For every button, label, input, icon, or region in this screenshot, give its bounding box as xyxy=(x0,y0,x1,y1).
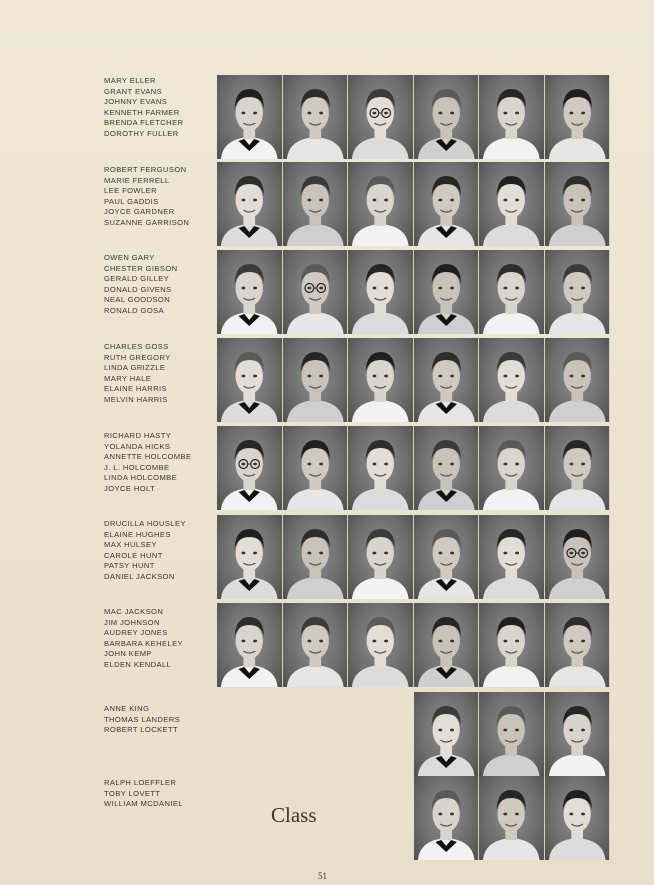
student-portrait xyxy=(283,515,349,599)
student-name: KENNETH FARMER xyxy=(104,107,180,117)
student-name: ROBERT FERGUSON xyxy=(104,165,187,174)
student-name: MAX HULSEY xyxy=(104,540,157,550)
student-name: PAUL GADDIS xyxy=(104,196,159,206)
student-name: YOLANDA HICKS xyxy=(104,441,171,451)
student-name: GRANT EVANS xyxy=(104,86,163,96)
photo-row-3 xyxy=(217,250,610,334)
student-name: GERALD GILLEY xyxy=(104,274,170,284)
student-name: DONALD GIVENS xyxy=(104,284,172,294)
student-name: RICHARD HASTY xyxy=(104,431,172,440)
student-name: CAROLE HUNT xyxy=(104,550,163,560)
student-name: ELDEN KENDALL xyxy=(104,659,172,669)
name-list-row-6 xyxy=(104,519,186,583)
student-portrait xyxy=(348,162,414,246)
photo-row-9 xyxy=(414,776,610,860)
student-portrait xyxy=(479,338,545,422)
student-name: DOROTHY FULLER xyxy=(104,128,179,138)
photo-row-4 xyxy=(217,338,610,422)
name-list-row-9 xyxy=(104,778,183,810)
student-name: ROBERT LOCKETT xyxy=(104,725,179,735)
student-portrait xyxy=(545,515,611,599)
student-portrait xyxy=(545,603,611,687)
photo-row-1 xyxy=(217,75,610,159)
student-name: J. L. HOLCOMBE xyxy=(104,462,170,472)
student-portrait xyxy=(545,338,611,422)
student-portrait xyxy=(479,250,545,334)
name-list-row-3 xyxy=(104,253,178,317)
student-portrait xyxy=(479,75,545,159)
student-name: LEE FOWLER xyxy=(104,186,157,196)
student-name: NEAL GOODSON xyxy=(104,295,171,305)
student-portrait xyxy=(479,515,545,599)
name-list-row-8 xyxy=(104,704,180,736)
name-list-row-2 xyxy=(104,165,189,229)
student-name: RONALD GOSA xyxy=(104,305,165,315)
student-name: ELAINE HARRIS xyxy=(104,384,168,394)
student-name: ANNETTE HOLCOMBE xyxy=(104,452,192,462)
student-name: JOHNNY EVANS xyxy=(104,97,168,107)
student-name: RALPH LOEFFLER xyxy=(104,778,177,787)
student-portrait xyxy=(479,162,545,246)
student-portrait xyxy=(348,426,414,510)
name-list-row-7 xyxy=(104,607,183,671)
student-portrait xyxy=(545,162,611,246)
student-name: ANNE KING xyxy=(104,704,150,713)
student-portrait xyxy=(414,338,480,422)
student-portrait xyxy=(414,515,480,599)
student-portrait xyxy=(545,426,611,510)
student-portrait xyxy=(414,162,480,246)
student-portrait xyxy=(283,75,349,159)
name-list-row-5 xyxy=(104,431,191,495)
student-portrait xyxy=(348,338,414,422)
student-portrait xyxy=(348,75,414,159)
student-name: WILLIAM MCDANIEL xyxy=(104,799,183,809)
page-number: 51 xyxy=(318,871,327,881)
student-portrait xyxy=(479,426,545,510)
student-name: LINDA HOLCOMBE xyxy=(104,473,178,483)
student-name: SUZANNE GARRISON xyxy=(104,217,190,227)
student-name: ELAINE HUGHES xyxy=(104,529,171,539)
student-name: LINDA GRIZZLE xyxy=(104,363,166,373)
student-name: JIM JOHNSON xyxy=(104,617,160,627)
student-name: DANIEL JACKSON xyxy=(104,571,175,581)
student-portrait xyxy=(414,776,479,860)
student-portrait xyxy=(348,603,414,687)
student-portrait xyxy=(348,250,414,334)
student-portrait xyxy=(479,776,544,860)
student-name: AUDREY JONES xyxy=(104,628,168,638)
student-portrait xyxy=(414,426,480,510)
student-portrait xyxy=(217,162,283,246)
student-name: MARY ELLER xyxy=(104,76,156,85)
student-name: MELVIN HARRIS xyxy=(104,394,168,404)
student-name: THOMAS LANDERS xyxy=(104,714,181,724)
student-name: JOHN KEMP xyxy=(104,649,152,659)
student-portrait xyxy=(545,250,611,334)
student-portrait xyxy=(283,426,349,510)
student-portrait xyxy=(217,603,283,687)
student-name: CHESTER GIBSON xyxy=(104,263,178,273)
student-name: MAC JACKSON xyxy=(104,607,164,616)
name-list-row-1 xyxy=(104,76,183,140)
student-portrait xyxy=(283,338,349,422)
student-name: CHARLES GOSS xyxy=(104,342,169,351)
student-portrait xyxy=(414,250,480,334)
student-name: OWEN GARY xyxy=(104,253,155,262)
student-portrait xyxy=(217,75,283,159)
student-name: RUTH GREGORY xyxy=(104,352,171,362)
student-name: MARIE FERRELL xyxy=(104,175,170,185)
student-portrait xyxy=(283,603,349,687)
student-name: JOYCE HOLT xyxy=(104,483,156,493)
student-portrait xyxy=(414,75,480,159)
student-portrait xyxy=(217,338,283,422)
photo-row-2 xyxy=(217,162,610,246)
student-portrait xyxy=(217,426,283,510)
student-name: BRENDA FLETCHER xyxy=(104,118,184,128)
student-name: BARBARA KEHELEY xyxy=(104,638,184,648)
student-portrait xyxy=(479,603,545,687)
name-list-row-4 xyxy=(104,342,171,406)
student-portrait xyxy=(545,75,611,159)
student-portrait xyxy=(479,692,544,776)
photo-row-5 xyxy=(217,426,610,510)
student-portrait xyxy=(414,603,480,687)
student-portrait xyxy=(217,515,283,599)
student-portrait xyxy=(283,162,349,246)
student-portrait xyxy=(414,692,479,776)
student-name: MARY HALE xyxy=(104,373,152,383)
photo-row-8 xyxy=(414,692,610,776)
photo-row-6 xyxy=(217,515,610,599)
student-name: JOYCE GARDNER xyxy=(104,207,175,217)
photo-row-7 xyxy=(217,603,610,687)
student-portrait xyxy=(545,776,610,860)
student-portrait xyxy=(545,692,610,776)
student-name: TOBY LOVETT xyxy=(104,788,161,798)
student-name: PATSY HUNT xyxy=(104,561,155,571)
student-portrait xyxy=(217,250,283,334)
page-title: Class xyxy=(271,803,317,827)
student-name: DRUCILLA HOUSLEY xyxy=(104,519,186,528)
student-portrait xyxy=(348,515,414,599)
student-portrait xyxy=(283,250,349,334)
